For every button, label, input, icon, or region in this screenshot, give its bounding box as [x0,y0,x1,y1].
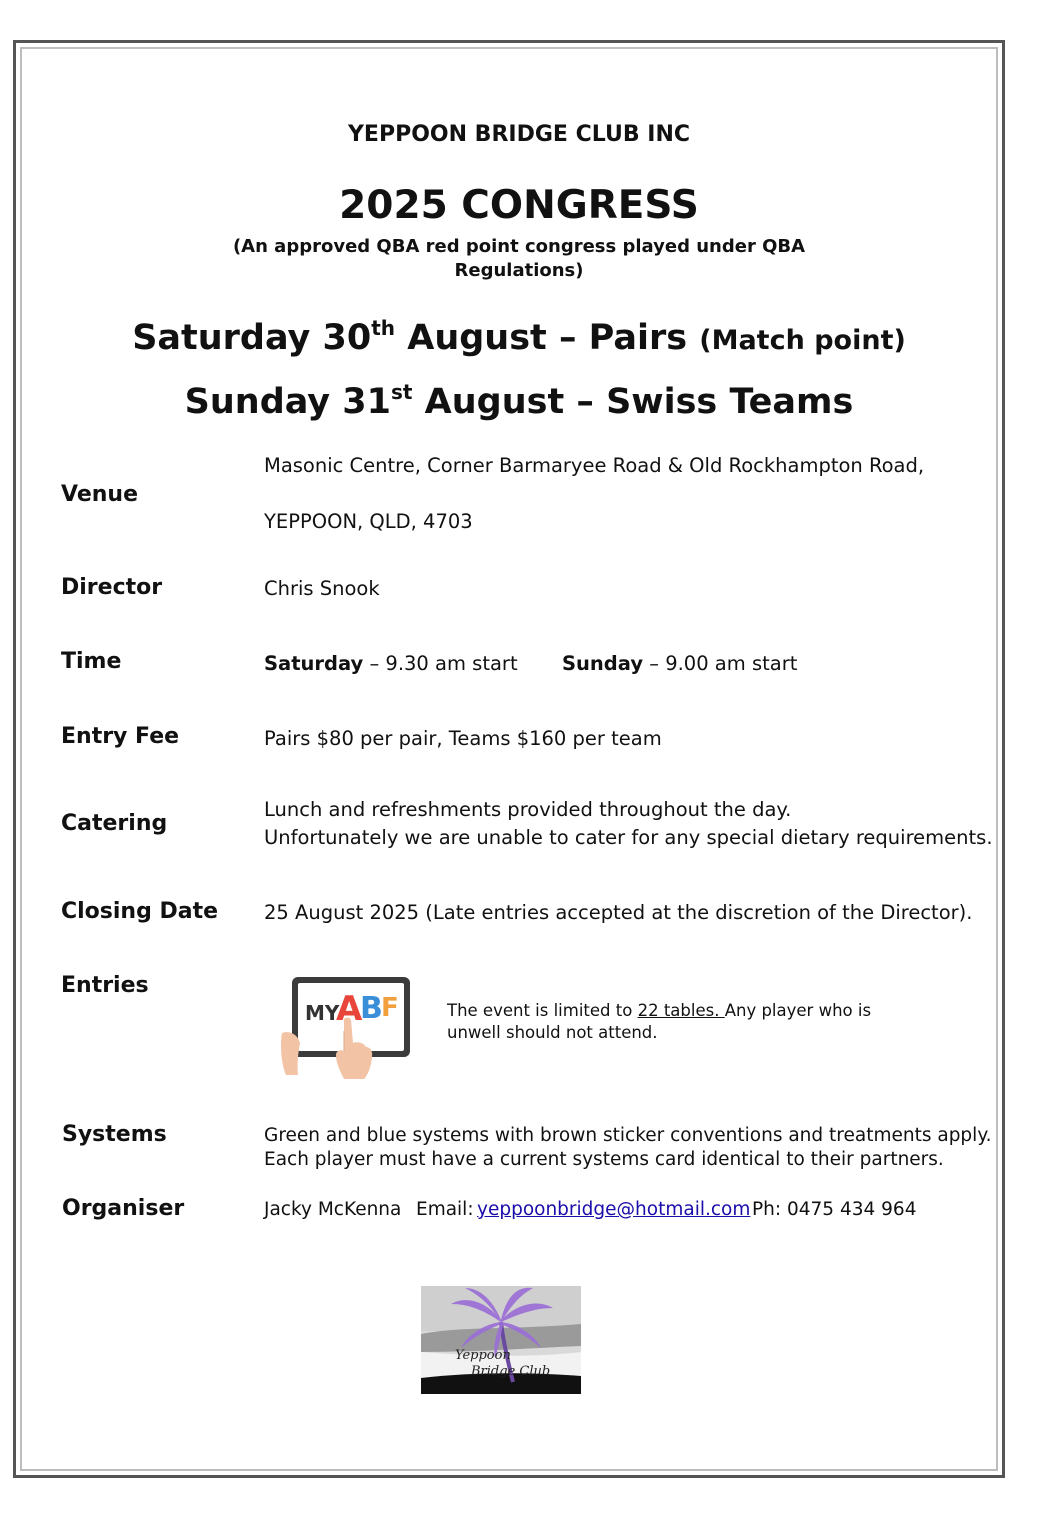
sunday-date: Sunday 31 [184,382,391,422]
myabf-logo-a: A [336,989,363,1029]
saturday-event-name: August – Pairs [395,318,700,358]
catering-label: Catering [61,811,168,836]
myabf-logo-my: MY [305,1001,340,1025]
systems-label: Systems [62,1122,167,1147]
closing-date-value: 25 August 2025 (Late entries accepted at the discretion of the Director). [264,901,973,924]
entries-label: Entries [61,973,149,998]
club-logo [421,1286,581,1394]
venue-label: Venue [61,482,138,507]
congress-subtitle [0,235,1038,283]
time-sunday [562,652,797,675]
venue-line-2: YEPPOON, QLD, 4703 [264,510,473,533]
systems-line-2: Each player must have a current systems card identical to their partners. [264,1149,944,1170]
time-sunday-day: Sunday [562,652,644,675]
sunday-suffix: st [391,380,413,404]
saturday-suffix: th [371,316,396,340]
systems-line-1: Green and blue systems with brown sticker conventions and treatments apply. [264,1125,992,1146]
saturday-date: Saturday 30 [132,318,372,358]
time-sunday-start: – 9.00 am start [643,652,798,675]
entries-note-start: The event is limited to [447,1001,638,1020]
organiser-name: Jacky McKenna [264,1199,402,1220]
entries-note-end: Any player who is [724,1001,872,1020]
closing-date-label: Closing Date [61,899,219,924]
organiser-label: Organiser [62,1196,185,1221]
entries-note [447,1000,871,1044]
subtitle-line-1: (An approved QBA red point congress played under QBA [232,236,806,257]
entry-fee-value: Pairs $80 per pair, Teams $160 per team [264,727,662,750]
venue-line-1: Masonic Centre, Corner Barmaryee Road & Old Rockhampton Road, [264,454,925,477]
subtitle-line-2: Regulations) [454,260,584,281]
entries-note-tables: 22 tables. [637,1001,725,1020]
organiser-phone: Ph: 0475 434 964 [752,1199,917,1220]
time-saturday-day: Saturday [264,652,364,675]
time-saturday [264,652,518,675]
organiser-email-link[interactable]: yeppoonbridge@hotmail.com [477,1199,751,1220]
catering-value [264,796,993,852]
time-saturday-start: – 9.30 am start [363,652,518,675]
entries-note-line-1 [447,1000,871,1022]
club-logo-line-1: Yeppoon [455,1348,511,1363]
myabf-tablet-icon[interactable] [278,975,413,1080]
entry-fee-label: Entry Fee [61,724,180,749]
sunday-event [0,382,1038,422]
organiser-email-label: Email: [416,1199,474,1220]
director-value: Chris Snook [264,577,380,600]
saturday-event-note: (Match point) [699,325,906,356]
systems-value [264,1124,992,1172]
catering-line-1: Lunch and refreshments provided throughout the day. [264,798,792,821]
club-name: YEPPOON BRIDGE CLUB INC [348,122,690,147]
myabf-logo-f: F [381,993,399,1023]
entries-note-line-2: unwell should not attend. [447,1023,658,1042]
director-label: Director [61,575,163,600]
catering-line-2: Unfortunately we are unable to cater for any special dietary requirements. [264,826,993,849]
club-logo-line-2: Bridge Club [471,1364,551,1379]
time-label: Time [61,649,122,674]
saturday-event [0,318,1038,358]
sunday-event-name: August – Swiss Teams [412,382,854,422]
congress-title: 2025 CONGRESS [339,183,699,228]
myabf-logo-b: B [360,991,383,1026]
